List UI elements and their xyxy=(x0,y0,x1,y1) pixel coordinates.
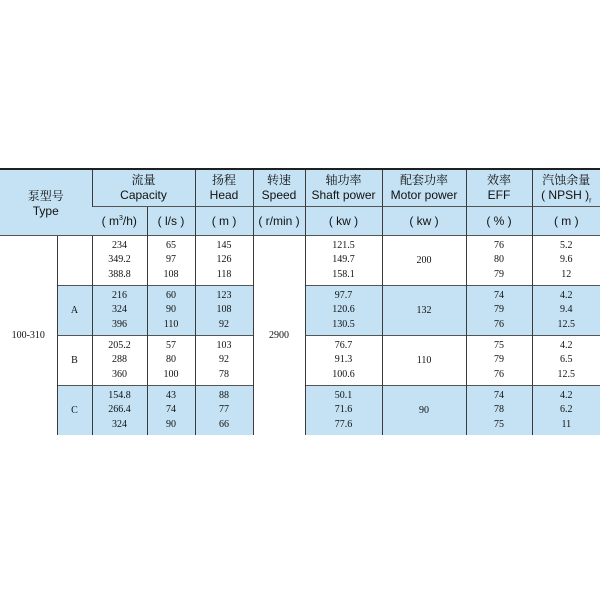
shaft-power-cell: 97.7 120.6 130.5 xyxy=(305,286,382,336)
eff-header-cn: 效率 xyxy=(487,173,512,187)
capacity-header xyxy=(92,169,195,207)
head-header-en: Head xyxy=(209,188,239,202)
eff-cell: 76 80 79 xyxy=(466,236,532,286)
capacity-unit-ls: ( l/s ) xyxy=(147,207,195,236)
data-row-base xyxy=(0,236,600,286)
shaft-power-cell: 76.7 91.3 100.6 xyxy=(305,336,382,386)
eff-unit: ( % ) xyxy=(466,207,532,236)
pump-spec-table xyxy=(0,168,600,435)
capacity-header-en: Capacity xyxy=(120,188,167,202)
capacity-header-cn: 流量 xyxy=(131,173,156,187)
npsh-cell: 5.2 9.6 12 xyxy=(532,236,600,286)
motor-power-unit: ( kw ) xyxy=(382,207,466,236)
motor-power-cell: 200 xyxy=(382,236,466,286)
head-header-cn: 扬程 xyxy=(212,173,237,187)
capacity-ls-cell: 60 90 110 xyxy=(147,286,195,336)
motor-power-cell: 110 xyxy=(382,336,466,386)
model-cell: 100-310 xyxy=(0,236,57,436)
eff-header-en: EFF xyxy=(487,188,511,202)
eff-cell: 75 79 76 xyxy=(466,336,532,386)
shaft-power-header-en: Shaft power xyxy=(311,188,376,202)
npsh-header-en-text: ( NPSH ) xyxy=(541,188,590,202)
capacity-unit-m3h xyxy=(92,207,147,236)
shaft-power-cell: 50.1 71.6 77.6 xyxy=(305,386,382,436)
capacity-ls-cell: 57 80 100 xyxy=(147,336,195,386)
npsh-header-cn: 汽蚀余量 xyxy=(542,173,591,187)
motor-power-cell: 90 xyxy=(382,386,466,436)
speed-header-en: Speed xyxy=(261,188,297,202)
shaft-power-header xyxy=(305,169,382,207)
npsh-header-subscript: r xyxy=(589,197,592,205)
header-row-titles xyxy=(0,169,600,207)
eff-header xyxy=(466,169,532,207)
capacity-m3h-cell: 154.8 266.4 324 xyxy=(92,386,147,436)
npsh-cell: 4.2 9.4 12.5 xyxy=(532,286,600,336)
variant-cell xyxy=(57,236,92,286)
variant-cell: C xyxy=(57,386,92,436)
shaft-power-cell: 121.5 149.7 158.1 xyxy=(305,236,382,286)
capacity-m3h-cell: 205.2 288 360 xyxy=(92,336,147,386)
motor-power-header-cn: 配套功率 xyxy=(400,173,449,187)
speed-header-cn: 转速 xyxy=(267,173,292,187)
capacity-unit-m3h-sup: 3 xyxy=(118,215,123,222)
npsh-unit: ( m ) xyxy=(532,207,600,236)
motor-power-cell: 132 xyxy=(382,286,466,336)
eff-cell: 74 78 75 xyxy=(466,386,532,436)
capacity-unit-m3h-pre: ( m xyxy=(101,214,119,228)
head-cell: 88 77 66 xyxy=(195,386,253,436)
motor-power-header xyxy=(382,169,466,207)
variant-cell: B xyxy=(57,336,92,386)
speed-unit: ( r/min ) xyxy=(253,207,305,236)
head-unit: ( m ) xyxy=(195,207,253,236)
shaft-power-unit: ( kw ) xyxy=(305,207,382,236)
eff-cell: 74 79 76 xyxy=(466,286,532,336)
head-cell: 123 108 92 xyxy=(195,286,253,336)
capacity-m3h-cell: 234 349.2 388.8 xyxy=(92,236,147,286)
npsh-header xyxy=(532,169,600,207)
npsh-cell: 4.2 6.2 11 xyxy=(532,386,600,436)
head-cell: 103 92 78 xyxy=(195,336,253,386)
type-header xyxy=(0,169,92,236)
variant-cell: A xyxy=(57,286,92,336)
npsh-cell: 4.2 6.5 12.5 xyxy=(532,336,600,386)
capacity-m3h-cell: 216 324 396 xyxy=(92,286,147,336)
speed-header xyxy=(253,169,305,207)
npsh-header-en xyxy=(533,188,600,203)
head-cell: 145 126 118 xyxy=(195,236,253,286)
capacity-ls-cell: 43 74 90 xyxy=(147,386,195,436)
shaft-power-header-cn: 轴功率 xyxy=(325,173,362,187)
speed-cell: 2900 xyxy=(253,236,305,436)
type-header-en: Type xyxy=(32,204,59,218)
motor-power-header-en: Motor power xyxy=(390,188,458,202)
type-header-cn: 泵型号 xyxy=(27,189,64,203)
capacity-ls-cell: 65 97 108 xyxy=(147,236,195,286)
head-header xyxy=(195,169,253,207)
capacity-unit-m3h-post: /h) xyxy=(122,214,137,228)
